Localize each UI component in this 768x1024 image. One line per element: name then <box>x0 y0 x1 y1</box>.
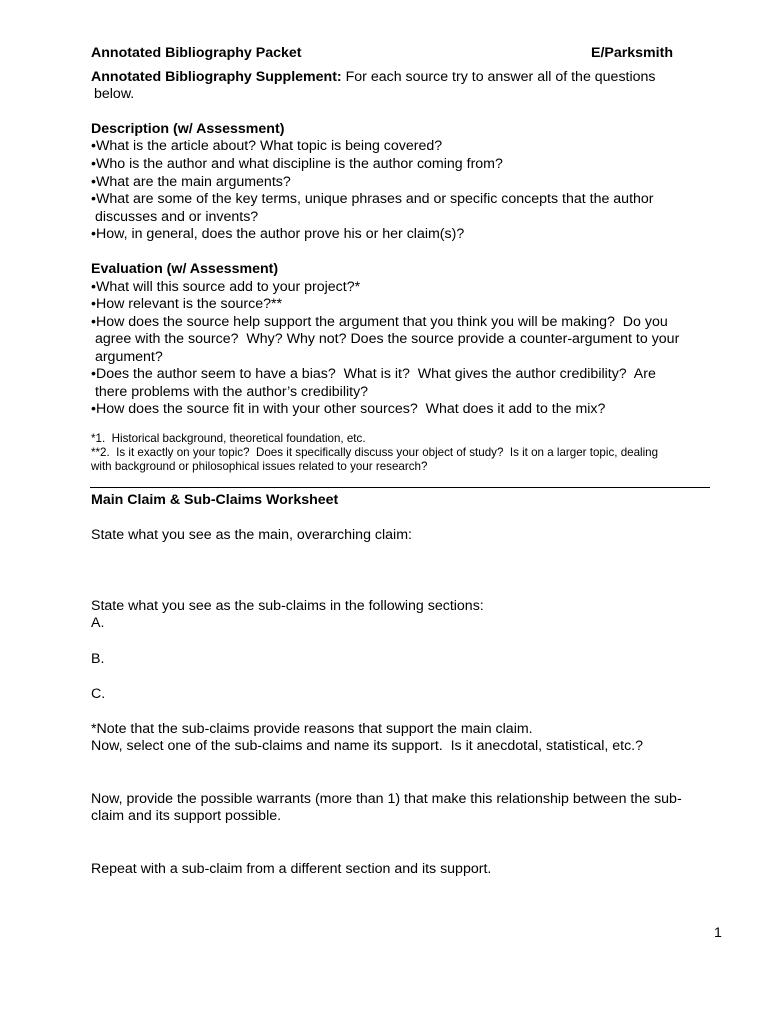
warrants-prompt-continued: claim and its support possible. <box>91 808 282 824</box>
evaluation-heading: Evaluation (w/ Assessment) <box>91 261 279 277</box>
evaluation-item: •What will this source add to your project?* <box>91 279 361 295</box>
description-item: •How, in general, does the author prove his or her claim(s)? <box>91 226 465 242</box>
supplement-text-continued: below. <box>94 86 135 102</box>
description-item: discusses and or invents? <box>91 209 259 225</box>
evaluation-item: •How relevant is the source?** <box>91 296 283 312</box>
evaluation-item: •How does the source help support the argument that you think you will be making? Do you <box>91 314 668 330</box>
repeat-prompt: Repeat with a sub-claim from a different section and its support. <box>91 861 492 877</box>
evaluation-item: there problems with the author’s credibility? <box>91 384 369 400</box>
warrants-prompt: Now, provide the possible warrants (more than 1) that make this relationship between the sub- <box>91 791 682 807</box>
document-title: Annotated Bibliography Packet <box>91 45 302 61</box>
footnote: *1. Historical background, theoretical foundation, etc. <box>91 432 366 445</box>
subclaim-item-a: A. <box>91 615 105 631</box>
document-author: E/Parksmith <box>591 45 674 61</box>
supplement-text: For each source try to answer all of the questions <box>341 69 656 85</box>
description-item: •Who is the author and what discipline is the author coming from? <box>91 156 503 172</box>
description-heading: Description (w/ Assessment) <box>91 121 285 137</box>
evaluation-item: •How does the source fit in with your other sources? What does it add to the mix? <box>91 401 606 417</box>
supplement-label: Annotated Bibliography Supplement: <box>91 69 342 85</box>
main-claim-prompt: State what you see as the main, overarching claim: <box>91 527 412 543</box>
footnote: with background or philosophical issues related to your research? <box>91 460 428 473</box>
select-support-prompt: Now, select one of the sub-claims and name its support. Is it anecdotal, statistical, etc.? <box>91 738 644 754</box>
evaluation-item: argument? <box>91 349 163 365</box>
subclaims-prompt: State what you see as the sub-claims in the following sections: <box>91 598 484 614</box>
evaluation-item: agree with the source? Why? Why not? Does the source provide a counter-argument to your <box>91 331 680 347</box>
subclaim-item-b: B. <box>91 651 105 667</box>
worksheet-heading: Main Claim & Sub-Claims Worksheet <box>91 492 339 508</box>
evaluation-item: •Does the author seem to have a bias? What is it? What gives the author credibility? Are <box>91 366 656 382</box>
description-item: •What are some of the key terms, unique phrases and or specific concepts that the author <box>91 191 654 207</box>
footnote: **2. Is it exactly on your topic? Does it specifically discuss your object of study? Is it on a larger topic, dealing <box>91 446 659 459</box>
subclaim-item-c: C. <box>91 686 106 702</box>
section-divider <box>90 487 710 488</box>
page-number: 1 <box>714 925 722 941</box>
subclaim-note: *Note that the sub-claims provide reasons that support the main claim. <box>91 721 533 737</box>
description-item: •What is the article about? What topic is being covered? <box>91 138 443 154</box>
supplement-line <box>91 69 656 86</box>
description-item: •What are the main arguments? <box>91 174 291 190</box>
